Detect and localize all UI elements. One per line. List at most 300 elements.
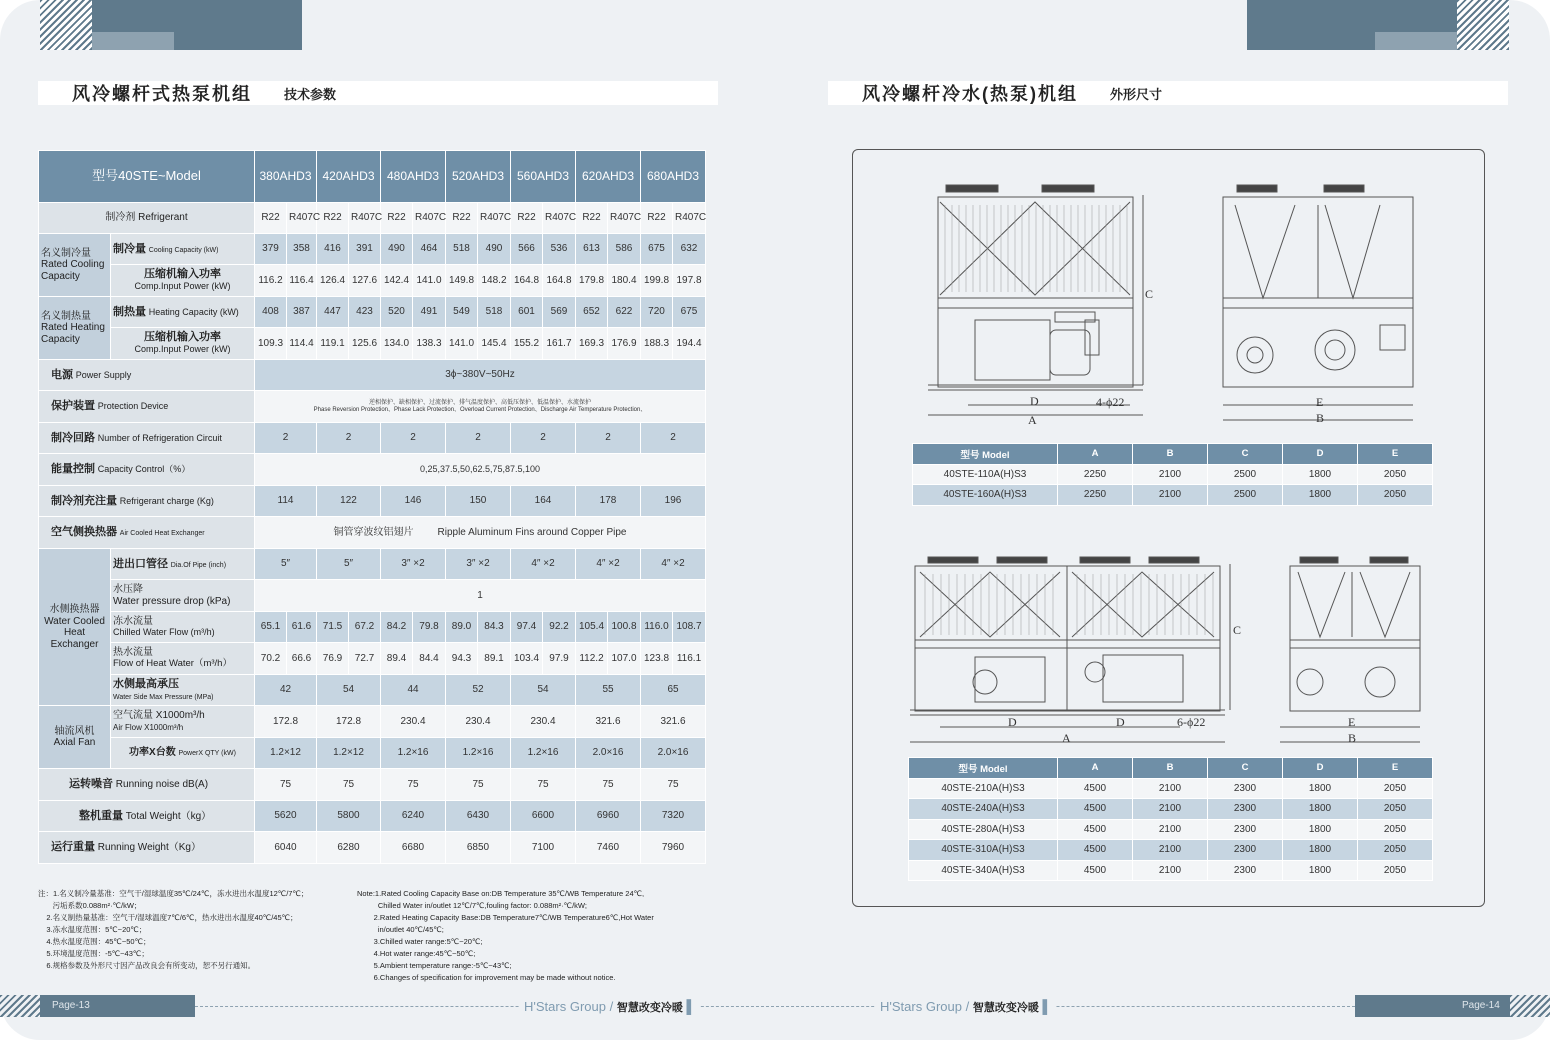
- brand-group: Group: [569, 999, 606, 1014]
- value-cell: 387: [287, 297, 317, 328]
- refrigerant-cell: R22: [641, 203, 673, 234]
- refrigerant-cell: R407C: [673, 203, 706, 234]
- refrigerant-cell: R22: [255, 203, 287, 234]
- label-cn: 空气流量 X1000m³/h: [113, 710, 205, 721]
- value-cell: 79.8: [413, 612, 446, 643]
- value-cell: 116.1: [673, 643, 706, 675]
- protection-label: [39, 391, 255, 423]
- value-cell: 52: [446, 675, 511, 706]
- dim-cell: 2050: [1358, 778, 1433, 799]
- value-cell: 72.7: [349, 643, 381, 675]
- value-cell: 518: [446, 234, 478, 265]
- value-cell: 6680: [381, 832, 446, 864]
- value-cell: 4″ ×2: [641, 549, 706, 580]
- footer-stripe-right: [1510, 995, 1550, 1017]
- label-en: Comp.Input Power (kW): [134, 344, 231, 355]
- value-cell: 105.4: [576, 612, 608, 643]
- value-cell: 172.8: [255, 706, 317, 738]
- value-cell: 720: [641, 297, 673, 328]
- value-cell: 146: [381, 486, 446, 517]
- value-cell: 169.3: [576, 328, 608, 360]
- value-cell: 116.4: [287, 265, 317, 297]
- label-cn: 热水流量: [113, 646, 153, 658]
- value-cell: 7320: [641, 801, 706, 832]
- dim-cell: 2050: [1358, 819, 1433, 840]
- dim-header: D: [1283, 758, 1358, 779]
- compressor-box: [975, 657, 1045, 702]
- pump: [1237, 337, 1273, 373]
- air-hx-cn: 铜管穿波纹铝翅片: [333, 526, 414, 538]
- brand-left: H'Stars Group / 智慧改变冷暖 ▌: [520, 999, 700, 1015]
- dim-header: E: [1358, 758, 1433, 779]
- value-cell: 75: [255, 769, 317, 801]
- value-cell: 65: [641, 675, 706, 706]
- value-cell: 3″ ×2: [381, 549, 446, 580]
- dim-header: E: [1358, 444, 1433, 465]
- compressor-box: [975, 320, 1050, 380]
- value-cell: 122: [317, 486, 381, 517]
- dim-cell: 4500: [1058, 799, 1133, 820]
- dim-C: C: [1233, 623, 1242, 637]
- label-en: Protection Device: [97, 401, 169, 412]
- header-subblock-right: [1375, 32, 1457, 50]
- value-cell: 6600: [511, 801, 576, 832]
- label-en: Dia.Of Pipe (inch): [170, 561, 227, 569]
- dim-cell: 4500: [1058, 778, 1133, 799]
- label-en: Heating Capacity (kW): [148, 306, 239, 317]
- value-cell: 6280: [317, 832, 381, 864]
- fan-top: [1300, 557, 1338, 563]
- model-cell: 520AHD3: [446, 151, 511, 203]
- value-cell: 358: [287, 234, 317, 265]
- value-cell: 2: [255, 423, 317, 454]
- value-cell: 408: [255, 297, 287, 328]
- value-cell: 54: [317, 675, 381, 706]
- value-cell: 447: [317, 297, 349, 328]
- fan-power-label: [111, 738, 255, 769]
- value-cell: 141.0: [446, 328, 478, 360]
- label-en: Water Side Max Pressure (MPa): [113, 693, 214, 701]
- value-cell: 391: [349, 234, 381, 265]
- value-cell: 126.4: [317, 265, 349, 297]
- value-cell: 142.4: [381, 265, 413, 297]
- dim-D: D: [1008, 715, 1017, 729]
- brand-name: H'Stars: [880, 999, 923, 1014]
- dim-cell: 2100: [1133, 464, 1208, 485]
- value-cell: 138.3: [413, 328, 446, 360]
- protection-cn: 逆相保护、缺相保护、过流保护、排气温度保护、高低压保护、低温保护、水流保护: [368, 399, 591, 406]
- label-en: Power Supply: [75, 369, 132, 380]
- dim-cell: 2050: [1358, 840, 1433, 861]
- value-cell: 321.6: [641, 706, 706, 738]
- value-cell: 94.3: [446, 643, 478, 675]
- value-cell: 321.6: [576, 706, 641, 738]
- brand-right: H'Stars Group / 智慧改变冷暖 ▌: [876, 999, 1056, 1015]
- value-cell: 566: [511, 234, 543, 265]
- label-en: Air Cooled Heat Exchanger: [119, 530, 205, 538]
- brand-group: Group: [925, 999, 962, 1014]
- value-cell: 199.8: [641, 265, 673, 297]
- spec-table: [38, 150, 706, 864]
- value-cell: 520: [381, 297, 413, 328]
- footer-stripe-left: [0, 995, 40, 1017]
- dim-cell: 2100: [1133, 778, 1208, 799]
- value-cell: 4″ ×2: [576, 549, 641, 580]
- dim-cell: 2050: [1358, 464, 1433, 485]
- value-cell: 114.4: [287, 328, 317, 360]
- cooling-capacity-label: [111, 234, 255, 265]
- refrigerant-cell: R407C: [543, 203, 576, 234]
- label-en: Air Flow X1000m³/h: [113, 722, 184, 732]
- value-cell: 601: [511, 297, 543, 328]
- dim-cell: 40STE-160A(H)S3: [913, 485, 1058, 506]
- refrigerant-cell: R22: [317, 203, 349, 234]
- dim-cell: 4500: [1058, 819, 1133, 840]
- dim-hole: 6-ϕ22: [1177, 715, 1206, 729]
- dimension-table-2: [908, 757, 1433, 881]
- value-cell: 172.8: [317, 706, 381, 738]
- value-cell: 1.2×12: [317, 738, 381, 769]
- value-cell: 230.4: [381, 706, 446, 738]
- value-cell: 145.4: [478, 328, 511, 360]
- dim-cell: 2050: [1358, 799, 1433, 820]
- fan-group-label: 轴流风机 Axial Fan: [39, 706, 111, 769]
- dim-cell: 2100: [1133, 840, 1208, 861]
- model-cell: 380AHD3: [255, 151, 317, 203]
- value-cell: 84.3: [478, 612, 511, 643]
- dim-cell: 2100: [1133, 799, 1208, 820]
- fan-top: [1080, 557, 1130, 563]
- label-cn: 压缩机输入功率: [144, 268, 221, 281]
- dim-cell: 2100: [1133, 485, 1208, 506]
- label-en: Water pressure drop (kPa): [113, 595, 231, 607]
- notes-en: Note:1.Rated Cooling Capacity Base on:DB Temperature 35℃/WB Temperature 24℃, Chilled Water in/outlet 12℃/7℃,fouling factor: 0.088m²·℃/kW; 2.Rated Heating Capacity Base:DB Temperature7℃/WB Temperature6℃,Hot Water in/outlet 40℃/45℃; 3.Chilled water range:5℃~20℃; 4.Hot water range:45℃~50℃; 5.Ambient temperature range:-5℃~43℃; 6.Changes of specification for improvement may be made without notice.: [357, 889, 654, 982]
- double-side-body: [1290, 566, 1420, 711]
- capacity-control-label: [39, 454, 255, 486]
- label-cn: 电源: [51, 368, 73, 381]
- pipe-label: [111, 549, 255, 580]
- value-cell: 196: [641, 486, 706, 517]
- refrigerant-cell: R407C: [478, 203, 511, 234]
- value-cell: 2: [381, 423, 446, 454]
- value-cell: 141.0: [413, 265, 446, 297]
- value-cell: 2.0×16: [576, 738, 641, 769]
- dim-header: 型号 Model: [913, 444, 1058, 465]
- dim-cell: 40STE-210A(H)S3: [909, 778, 1058, 799]
- label-cn: 运行重量: [51, 841, 95, 854]
- value-cell: 675: [641, 234, 673, 265]
- dim-cell: 4500: [1058, 840, 1133, 861]
- value-cell: 76.9: [317, 643, 349, 675]
- dim-cell: 1800: [1283, 778, 1358, 799]
- value-cell: 176.9: [608, 328, 641, 360]
- dim-cell: 2100: [1133, 819, 1208, 840]
- dim-cell: 1800: [1283, 840, 1358, 861]
- label-cn: 压缩机输入功率: [144, 331, 221, 344]
- water-max-pressure-label: [111, 675, 255, 706]
- value-cell: 155.2: [511, 328, 543, 360]
- label-cn: 制冷回路: [51, 431, 95, 444]
- value-cell: 180.4: [608, 265, 641, 297]
- value-cell: 108.7: [673, 612, 706, 643]
- dim-D: D: [1030, 394, 1039, 408]
- value-cell: 112.2: [576, 643, 608, 675]
- dim-header: 型号 Model: [909, 758, 1058, 779]
- value-cell: 652: [576, 297, 608, 328]
- refrigerant-cell: R407C: [413, 203, 446, 234]
- label-cn: 空气侧换热器: [51, 526, 117, 539]
- label-en: Running noise dB(A): [115, 779, 209, 791]
- value-cell: 1.2×16: [511, 738, 576, 769]
- dim-cell: 40STE-310A(H)S3: [909, 840, 1058, 861]
- value-cell: 2: [576, 423, 641, 454]
- power-supply-label: [39, 360, 255, 391]
- value-cell: 569: [543, 297, 576, 328]
- value-cell: 416: [317, 234, 349, 265]
- label-en: PowerX QTY (kW): [178, 750, 236, 758]
- dim-header: B: [1133, 758, 1208, 779]
- value-cell: 5800: [317, 801, 381, 832]
- unit-drawing-single: [900, 180, 1460, 430]
- value-cell: 161.7: [543, 328, 576, 360]
- value-cell: 6240: [381, 801, 446, 832]
- protection-value: [255, 391, 706, 423]
- label-en: Total Weight（kg）: [125, 810, 212, 822]
- value-cell: 109.3: [255, 328, 287, 360]
- value-cell: 518: [478, 297, 511, 328]
- value-cell: 7960: [641, 832, 706, 864]
- label-cn: 制热量: [113, 305, 146, 318]
- value-cell: 1.2×12: [255, 738, 317, 769]
- value-cell: 97.9: [543, 643, 576, 675]
- water-hx-group-label: 水侧换热器 Water Cooled Heat Exchanger: [39, 549, 111, 706]
- value-cell: 61.6: [287, 612, 317, 643]
- water-pressure-drop-label: [111, 580, 255, 612]
- value-cell: 5620: [255, 801, 317, 832]
- protection-en: Phase Reversion Protection、Phase Lack Protection、Overload Current Protection、Discharge Air Temperature Protection、: [313, 406, 647, 413]
- value-cell: 5″: [255, 549, 317, 580]
- model-cell: 620AHD3: [576, 151, 641, 203]
- compressor-circle: [1315, 330, 1355, 370]
- water-pressure-drop-value: 1: [255, 580, 706, 612]
- header-stripe-left: [40, 0, 92, 50]
- value-cell: 103.4: [511, 643, 543, 675]
- brand-slogan: 智慧改变冷暖: [972, 1002, 1039, 1014]
- heating-capacity-label: [111, 297, 255, 328]
- value-cell: 3″ ×2: [446, 549, 511, 580]
- label-en: Refrigerant charge (Kg): [119, 495, 214, 506]
- dim-cell: 2250: [1058, 485, 1133, 506]
- model-cell: 560AHD3: [511, 151, 576, 203]
- value-cell: 75: [576, 769, 641, 801]
- model-cell: 420AHD3: [317, 151, 381, 203]
- value-cell: 148.2: [478, 265, 511, 297]
- model-cell: 480AHD3: [381, 151, 446, 203]
- label-en: Number of Refrigeration Circuit: [97, 432, 222, 443]
- noise-label: [39, 769, 255, 801]
- fan-top: [1237, 185, 1277, 192]
- dim-cell: 2500: [1208, 485, 1283, 506]
- value-cell: 4″ ×2: [511, 549, 576, 580]
- header-subblock-left: [92, 32, 174, 50]
- running-weight-label: [39, 832, 255, 864]
- label-cn: 进出口管径: [113, 557, 168, 570]
- value-cell: 119.1: [317, 328, 349, 360]
- air-hx-value: [255, 517, 706, 549]
- value-cell: 6430: [446, 801, 511, 832]
- value-cell: 6040: [255, 832, 317, 864]
- value-cell: 164: [511, 486, 576, 517]
- value-cell: 464: [413, 234, 446, 265]
- refrigerant-cell: R22: [381, 203, 413, 234]
- value-cell: 230.4: [446, 706, 511, 738]
- page-title: 风冷螺杆式热泵机组: [72, 84, 252, 104]
- front-view-body: [938, 197, 1133, 387]
- value-cell: 116.0: [641, 612, 673, 643]
- dim-cell: 40STE-280A(H)S3: [909, 819, 1058, 840]
- dim-cell: 40STE-240A(H)S3: [909, 799, 1058, 820]
- value-cell: 75: [446, 769, 511, 801]
- header-stripe-right: [1457, 0, 1509, 50]
- value-cell: 164.8: [543, 265, 576, 297]
- dim-header: A: [1058, 758, 1133, 779]
- value-cell: 2: [317, 423, 381, 454]
- refrigerant-label: 制冷剂 Refrigerant: [39, 203, 255, 234]
- label-cn: 冻水流量: [113, 615, 153, 627]
- label-cn: 运转噪音: [69, 778, 113, 791]
- dim-A: A: [1062, 731, 1071, 745]
- unit-drawing-double: [900, 552, 1460, 752]
- label-cn: 功率X台数: [129, 747, 176, 759]
- heating-group-label: 名义制热量 Rated Heating Capacity: [39, 297, 111, 360]
- air-hx-en: Ripple Aluminum Fins around Copper Pipe: [437, 526, 627, 538]
- fan-top: [1042, 185, 1094, 192]
- value-cell: 127.6: [349, 265, 381, 297]
- fan-top: [997, 557, 1047, 563]
- value-cell: 2: [511, 423, 576, 454]
- value-cell: 54: [511, 675, 576, 706]
- label-en: Running Weight（Kg）: [97, 842, 201, 854]
- model-cell: 680AHD3: [641, 151, 706, 203]
- dim-cell: 2050: [1358, 860, 1433, 881]
- value-cell: 586: [608, 234, 641, 265]
- value-cell: 491: [413, 297, 446, 328]
- value-cell: 107.0: [608, 643, 641, 675]
- dim-cell: 1800: [1283, 464, 1358, 485]
- value-cell: 84.4: [413, 643, 446, 675]
- value-cell: 75: [511, 769, 576, 801]
- value-cell: 55: [576, 675, 641, 706]
- value-cell: 549: [446, 297, 478, 328]
- label-cn: 制冷量: [113, 242, 146, 255]
- value-cell: 5″: [317, 549, 381, 580]
- value-cell: 125.6: [349, 328, 381, 360]
- coil-v: [1298, 572, 1410, 637]
- value-cell: 179.8: [576, 265, 608, 297]
- dimension-table-1: [912, 443, 1433, 506]
- value-cell: 230.4: [511, 706, 576, 738]
- dim-cell: 1800: [1283, 485, 1358, 506]
- notes-cn: 注：1.名义制冷量基准：空气干/湿球温度35℃/24℃，冻水进出水温度12℃/7℃； 污垢系数0.088m²·℃/kW； 2.名义制热量基准：空气干/湿球温度7℃/6℃，热水进出水温度40℃/45℃； 3.冻水温度范围：5℃~20℃； 4.热水温度范围：45℃~50℃； 5.环境温度范围：-5℃~43℃； 6.规格参数及外形尺寸因产品改良会有所变动，恕不另行通知。: [38, 889, 309, 970]
- value-cell: 70.2: [255, 643, 287, 675]
- value-cell: 490: [381, 234, 413, 265]
- dim-header: B: [1133, 444, 1208, 465]
- dim-cell: 2050: [1358, 485, 1433, 506]
- label-cn: 水压降: [113, 584, 143, 595]
- value-cell: 75: [317, 769, 381, 801]
- value-cell: 75: [381, 769, 446, 801]
- dim-cell: 2300: [1208, 819, 1283, 840]
- value-cell: 7100: [511, 832, 576, 864]
- value-cell: 379: [255, 234, 287, 265]
- dim-E: E: [1316, 395, 1324, 409]
- value-cell: 116.2: [255, 265, 287, 297]
- value-cell: 622: [608, 297, 641, 328]
- value-cell: 66.6: [287, 643, 317, 675]
- value-cell: 65.1: [255, 612, 287, 643]
- label-en: Chilled Water Flow (m³/h): [113, 627, 215, 637]
- value-cell: 149.8: [446, 265, 478, 297]
- value-cell: 92.2: [543, 612, 576, 643]
- dim-cell: 2250: [1058, 464, 1133, 485]
- airflow-label: [111, 706, 255, 738]
- capacity-control-value: 0,25,37.5,50,62.5,75,87.5,100: [255, 454, 706, 486]
- value-cell: 75: [641, 769, 706, 801]
- value-cell: 2.0×16: [641, 738, 706, 769]
- page-subtitle-right: 外形尺寸: [1110, 86, 1163, 102]
- value-cell: 89.0: [446, 612, 478, 643]
- dim-cell: 1800: [1283, 860, 1358, 881]
- brand-name: H'Stars: [524, 999, 567, 1014]
- refrigerant-charge-label: [39, 486, 255, 517]
- value-cell: 1.2×16: [446, 738, 511, 769]
- dim-cell: 1800: [1283, 819, 1358, 840]
- dim-A: A: [1028, 413, 1037, 427]
- dim-cell: 2300: [1208, 778, 1283, 799]
- right-title-bar: [828, 81, 1508, 105]
- dim-E: E: [1348, 715, 1356, 729]
- value-cell: 2: [446, 423, 511, 454]
- value-cell: 84.2: [381, 612, 413, 643]
- value-cell: 89.4: [381, 643, 413, 675]
- dim-cell: 2300: [1208, 860, 1283, 881]
- value-cell: 6850: [446, 832, 511, 864]
- total-weight-label: [39, 801, 255, 832]
- page-number-right: Page-14: [1462, 1000, 1500, 1011]
- dim-header: D: [1283, 444, 1358, 465]
- dim-header: C: [1208, 444, 1283, 465]
- value-cell: 194.4: [673, 328, 706, 360]
- value-cell: 150: [446, 486, 511, 517]
- value-cell: 2: [641, 423, 706, 454]
- value-cell: 71.5: [317, 612, 349, 643]
- label-en: Capacity Control（%）: [97, 464, 191, 475]
- page-subtitle: 技术参数: [284, 86, 337, 102]
- value-cell: 423: [349, 297, 381, 328]
- label-cn: 整机重量: [79, 809, 123, 822]
- dim-cell: 2300: [1208, 799, 1283, 820]
- label-en: Flow of Heat Water（m³/h）: [113, 658, 232, 670]
- value-cell: 89.1: [478, 643, 511, 675]
- compressor-box: [1103, 655, 1183, 702]
- value-cell: 536: [543, 234, 576, 265]
- fan-top: [1149, 557, 1199, 563]
- value-cell: 100.8: [608, 612, 641, 643]
- value-cell: 97.4: [511, 612, 543, 643]
- dim-cell: 4500: [1058, 860, 1133, 881]
- value-cell: 67.2: [349, 612, 381, 643]
- footer-dashed-line: [195, 1006, 1355, 1007]
